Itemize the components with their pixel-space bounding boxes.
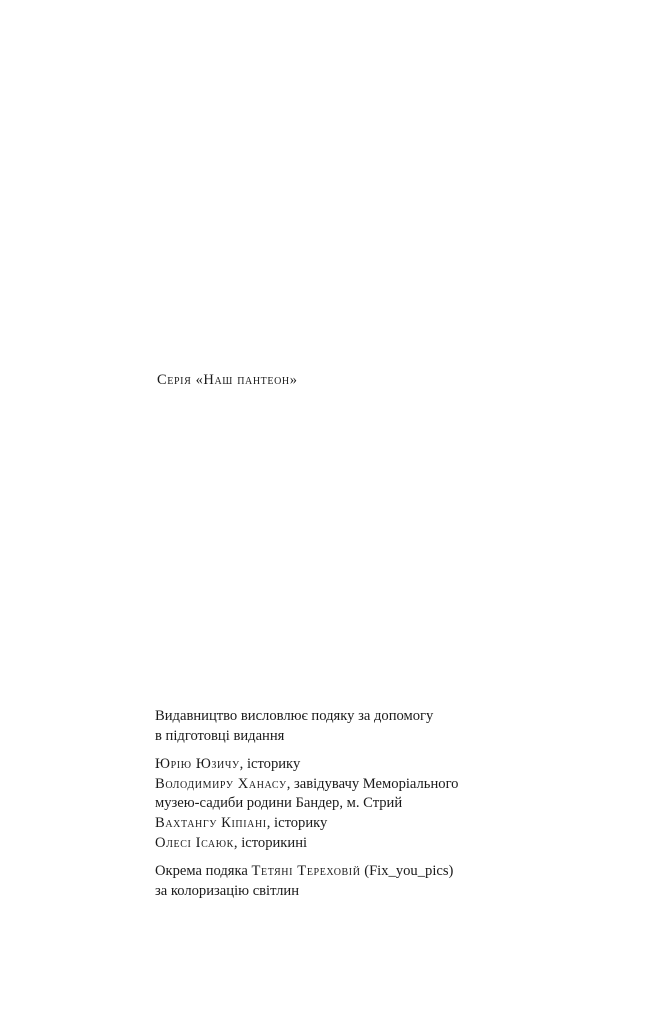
special-prefix: Окрема подяка [155, 863, 252, 880]
special-thanks-line-1 [155, 862, 625, 882]
intro-line-2: в підготовці видання [155, 727, 285, 744]
thanks-item [155, 775, 625, 795]
thanks-role: , завідувачу Меморіального [286, 775, 459, 792]
thanks-item [155, 755, 625, 775]
thanks-role: музею-садиби родини Бандер, м. Стрий [155, 795, 403, 812]
special-suffix: (Fix_you_pics) [360, 863, 454, 880]
thanks-role: , історику [266, 814, 328, 831]
acknowledgement-intro [155, 707, 625, 746]
thanks-item [155, 814, 625, 834]
thanks-name: Володимиру Ханасу [155, 775, 287, 792]
special-name: Тетяні Тереховій [251, 863, 361, 880]
intro-line-1: Видавництво висловлює подяку за допомогу [155, 708, 434, 724]
acknowledgements [155, 707, 625, 901]
special-thanks-line-2: за колоризацію світлин [155, 882, 300, 899]
thanks-role: , історикині [233, 834, 308, 851]
thanks-name: Олесі Ісаюк [155, 834, 234, 851]
thanks-item [155, 834, 625, 854]
thanks-name: Вахтангу Кіпіані [155, 814, 267, 831]
thanks-item-continuation [155, 794, 625, 814]
special-thanks [155, 862, 625, 901]
series-title: Серія «Наш пантеон» [157, 372, 298, 388]
thanks-name: Юрію Юзичу [155, 756, 240, 773]
thanks-list [155, 755, 625, 853]
thanks-role: , історику [239, 756, 301, 773]
